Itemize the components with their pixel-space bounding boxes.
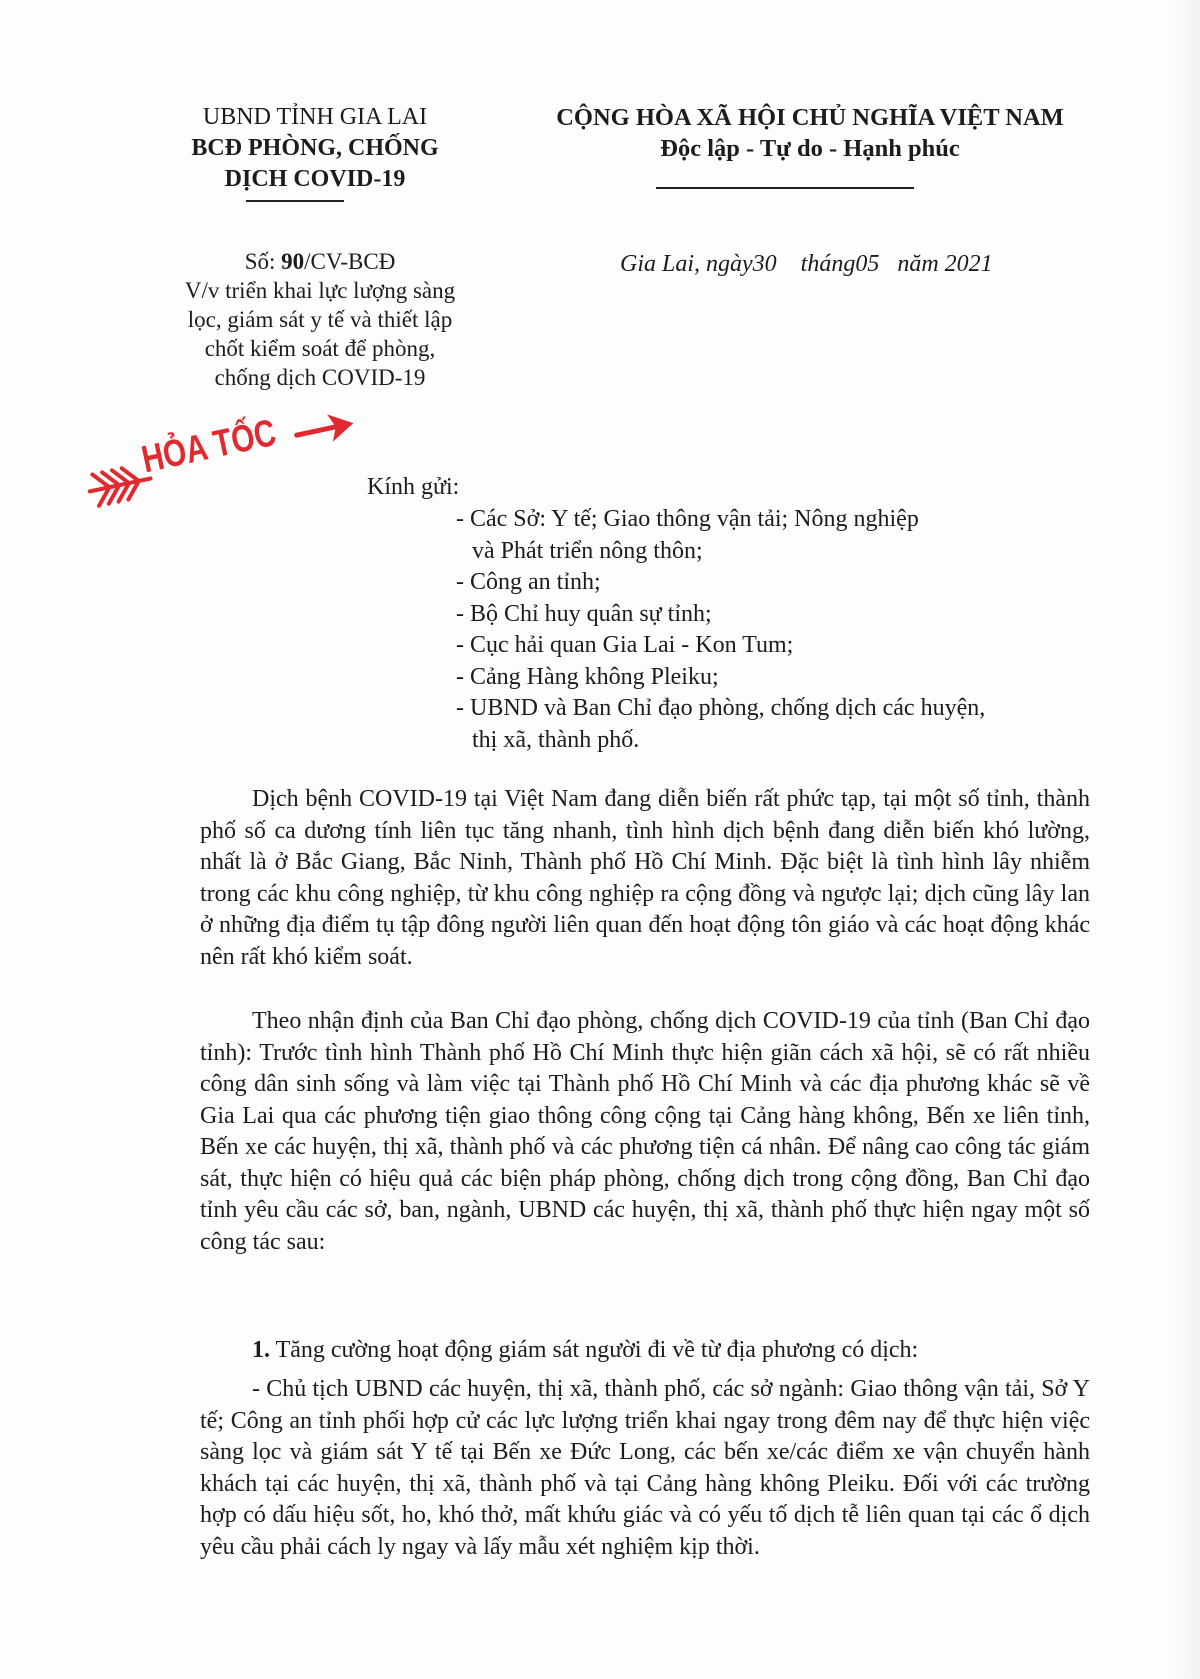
recipients-list xyxy=(456,504,1056,756)
subject-line: lọc, giám sát y tế và thiết lập xyxy=(187,307,453,332)
document-reference xyxy=(140,247,500,392)
subject-line: chốt kiểm soát để phòng, xyxy=(204,336,436,361)
subject-line: V/v triển khai lực lượng sàng xyxy=(184,278,456,303)
recipient-item: - UBND và Ban Chỉ đạo phòng, chống dịch các huyện, xyxy=(456,695,986,721)
urgent-stamp xyxy=(69,372,376,540)
number-suffix: /CV-BCĐ xyxy=(304,249,396,274)
motto-underline xyxy=(656,187,914,189)
recipients-label: Kính gửi: xyxy=(367,474,460,500)
date-line: Gia Lai, ngày30 tháng05 năm 2021 xyxy=(620,251,993,277)
scan-edge-shadow xyxy=(1170,0,1200,1679)
authority-line-3: DỊCH COVID-19 xyxy=(224,166,406,192)
authority-line-2: BCĐ PHÒNG, CHỐNG xyxy=(191,135,439,161)
section-title: Tăng cường hoạt động giám sát người đi về từ địa phương có dịch: xyxy=(270,1337,919,1363)
recipient-item: - Cảng Hàng không Pleiku; xyxy=(456,663,719,690)
national-motto xyxy=(520,102,1100,164)
number-prefix: Số: xyxy=(244,249,282,274)
stamp-label: HỎA TỐC xyxy=(138,412,280,482)
section-1-heading xyxy=(200,1335,1090,1367)
motto-line: Độc lập - Tự do - Hạnh phúc xyxy=(660,135,960,162)
country-name: CỘNG HÒA XÃ HỘI CHỦ NGHĨA VIỆT NAM xyxy=(556,104,1064,131)
body-paragraph-2 xyxy=(200,1006,1090,1258)
paragraph-text: Dịch bệnh COVID-19 tại Việt Nam đang diễn biến rất phức tạp, tại một số tỉnh, thành phố số ca dương tính liên tục tăng nhanh, tình hình dịch bệnh đang diễn biến khó lường, nhất là ở Bắc Giang, Bắc Ninh, Thành phố Hồ Chí Minh. Đặc biệt là tình hình lây nhiễm trong các khu công nghiệp, từ khu công nghiệp ra cộng đồng và ngược lại; dịch cũng lây lan ở những địa điểm tụ tập đông người liên quan đến hoạt động tôn giáo và các hoạt động khác nên rất khó kiểm soát. xyxy=(200,786,1090,970)
subject-line: chống dịch COVID-19 xyxy=(214,365,426,390)
recipient-item: - Các Sở: Y tế; Giao thông vận tải; Nông nghiệp xyxy=(456,506,919,532)
recipient-item-continued: thị xã, thành phố. xyxy=(472,726,640,753)
section-number: 1. xyxy=(252,1337,270,1363)
issuing-authority xyxy=(150,102,480,195)
recipient-item: - Cục hải quan Gia Lai - Kon Tum; xyxy=(456,632,794,658)
authority-underline xyxy=(246,200,344,202)
number-value: 90 xyxy=(281,249,305,274)
body-paragraph-3 xyxy=(200,1374,1090,1563)
document-number xyxy=(140,247,500,276)
paragraph-text: Theo nhận định của Ban Chỉ đạo phòng, chống dịch COVID-19 của tỉnh (Ban Chỉ đạo tỉnh): Trước tình hình Thành phố Hồ Chí Minh thực hiện giãn cách xã hội, sẽ có rất nhiều công dân sinh sống và làm việc tại Thành phố Hồ Chí Minh và các địa phương khác sẽ về Gia Lai qua các phương tiện giao thông công cộng tại Cảng hàng không, Bến xe liên tỉnh, Bến xe các huyện, thị xã, thành phố và các phương tiện cá nhân. Để nâng cao công tác giám sát, thực hiện có hiệu quả các biện pháp phòng, chống dịch trong cộng đồng, Ban Chỉ đạo tỉnh yêu cầu các sở, ban, ngành, UBND các huyện, thị xã, thành phố thực hiện ngay một số công tác sau: xyxy=(200,1008,1090,1255)
body-paragraph-1 xyxy=(200,784,1090,973)
recipient-item-continued: và Phát triển nông thôn; xyxy=(472,537,703,564)
recipient-item: - Bộ Chỉ huy quân sự tỉnh; xyxy=(456,600,712,627)
recipient-item: - Công an tỉnh; xyxy=(456,569,601,595)
paragraph-text: - Chủ tịch UBND các huyện, thị xã, thành phố, các sở ngành: Giao thông vận tải, Sở Y tế; Công an tỉnh phối hợp cử các lực lượng triển khai ngay trong đêm nay để thực hiện việc sàng lọc và giám sát Y tế tại Bến xe Đức Long, các bến xe/các điểm xe vận chuyển hành khách tại các huyện, thị xã, thành phố và tại Cảng hàng không Pleiku. Đối với các trường hợp có dấu hiệu sốt, ho, khó thở, mất khứu giác và có yếu tố dịch tễ liên quan tại các ổ dịch yêu cầu phải cách ly ngay và lấy mẫu xét nghiệm kịp thời. xyxy=(200,1376,1090,1560)
authority-line-1: UBND TỈNH GIA LAI xyxy=(202,104,428,130)
